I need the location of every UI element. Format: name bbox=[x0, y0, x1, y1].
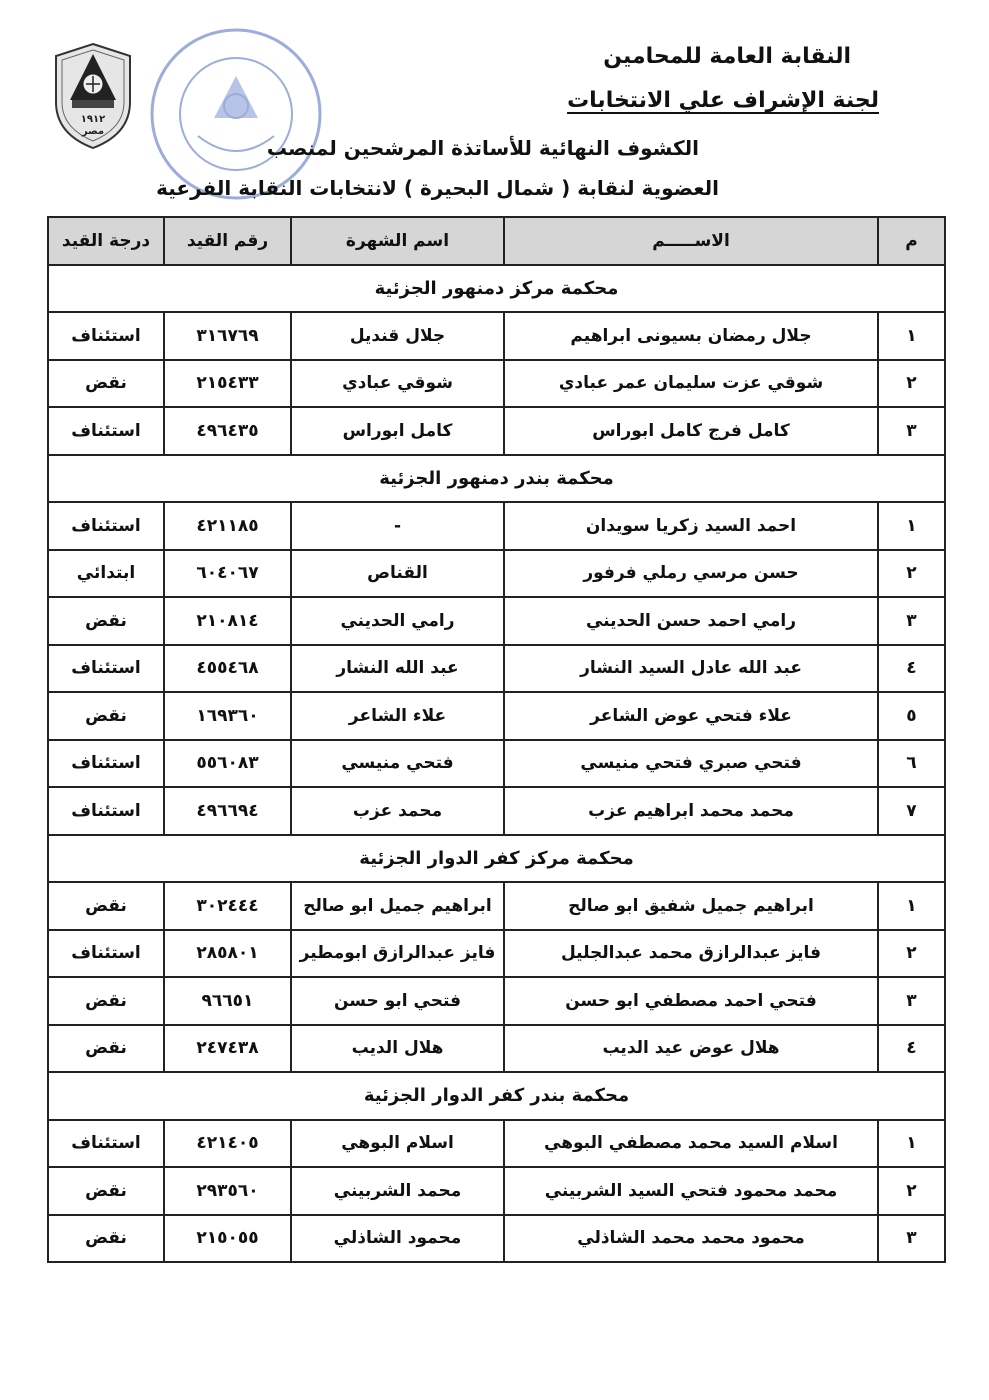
row-number: ١ bbox=[878, 882, 945, 930]
table-row bbox=[48, 1025, 945, 1073]
table-row bbox=[48, 977, 945, 1025]
court-section-title: محكمة بندر دمنهور الجزئية bbox=[48, 455, 945, 503]
candidate-name: محمد محمد ابراهيم عزب bbox=[504, 787, 878, 835]
row-number: ٢ bbox=[878, 930, 945, 978]
organization-title: النقابة العامة للمحامين bbox=[603, 44, 851, 69]
row-number: ٣ bbox=[878, 977, 945, 1025]
table-row bbox=[48, 407, 945, 455]
table-row bbox=[48, 1167, 945, 1215]
row-number: ٢ bbox=[878, 1167, 945, 1215]
registration-degree: ابتدائي bbox=[48, 550, 164, 598]
candidate-name: عبد الله عادل السيد النشار bbox=[504, 645, 878, 693]
nickname: رامي الحديني bbox=[291, 597, 504, 645]
row-number: ٣ bbox=[878, 597, 945, 645]
candidate-name: فايز عبدالرازق محمد عبدالجليل bbox=[504, 930, 878, 978]
table-header-row bbox=[48, 217, 945, 265]
registration-degree: نقض bbox=[48, 597, 164, 645]
candidate-name: فتحي صبري فتحي منيسي bbox=[504, 740, 878, 788]
registration-degree: نقض bbox=[48, 1215, 164, 1263]
court-section-title: محكمة مركز دمنهور الجزئية bbox=[48, 265, 945, 313]
row-number: ١ bbox=[878, 312, 945, 360]
registration-number: ٢١٥٠٥٥ bbox=[164, 1215, 291, 1263]
nickname: فتحي ابو حسن bbox=[291, 977, 504, 1025]
registration-number: ١٦٩٣٦٠ bbox=[164, 692, 291, 740]
registration-number: ٩٦٦٥١ bbox=[164, 977, 291, 1025]
registration-number: ٤٢١٤٠٥ bbox=[164, 1120, 291, 1168]
nickname: كامل ابوراس bbox=[291, 407, 504, 455]
registration-degree: نقض bbox=[48, 882, 164, 930]
row-number: ٤ bbox=[878, 1025, 945, 1073]
candidate-name: احمد السيد زكريا سويدان bbox=[504, 502, 878, 550]
registration-degree: استئناف bbox=[48, 502, 164, 550]
section-row bbox=[48, 455, 945, 503]
row-number: ١ bbox=[878, 502, 945, 550]
registration-degree: استئناف bbox=[48, 930, 164, 978]
table-row bbox=[48, 1120, 945, 1168]
table-row bbox=[48, 360, 945, 408]
col-header-number: م bbox=[878, 217, 945, 265]
candidate-name: هلال عوض عيد الديب bbox=[504, 1025, 878, 1073]
registration-number: ٤٢١١٨٥ bbox=[164, 502, 291, 550]
registration-degree: نقض bbox=[48, 360, 164, 408]
table-row bbox=[48, 550, 945, 598]
table-row bbox=[48, 312, 945, 360]
candidate-name: رامي احمد حسن الحديني bbox=[504, 597, 878, 645]
nickname: محمود الشاذلي bbox=[291, 1215, 504, 1263]
registration-degree: نقض bbox=[48, 1167, 164, 1215]
col-header-nickname: اسم الشهرة bbox=[291, 217, 504, 265]
table-row bbox=[48, 502, 945, 550]
candidate-name: علاء فتحي عوض الشاعر bbox=[504, 692, 878, 740]
candidates-table bbox=[47, 216, 946, 1263]
registration-degree: استئناف bbox=[48, 1120, 164, 1168]
nickname: فتحي منيسي bbox=[291, 740, 504, 788]
nickname: اسلام البوهي bbox=[291, 1120, 504, 1168]
registration-number: ٦٠٤٠٦٧ bbox=[164, 550, 291, 598]
document-subtitle: العضوية لنقابة ( شمال البحيرة ) لانتخابات النقابة الفرعية bbox=[156, 176, 719, 200]
nickname: فايز عبدالرازق ابومطير bbox=[291, 930, 504, 978]
registration-number: ٤٥٥٤٦٨ bbox=[164, 645, 291, 693]
registration-degree: استئناف bbox=[48, 787, 164, 835]
row-number: ٤ bbox=[878, 645, 945, 693]
candidate-name: محمد محمود فتحي السيد الشربيني bbox=[504, 1167, 878, 1215]
registration-degree: نقض bbox=[48, 692, 164, 740]
row-number: ٢ bbox=[878, 550, 945, 598]
nickname: محمد الشربيني bbox=[291, 1167, 504, 1215]
court-section-title: محكمة مركز كفر الدوار الجزئية bbox=[48, 835, 945, 883]
row-number: ٣ bbox=[878, 1215, 945, 1263]
table-row bbox=[48, 1215, 945, 1263]
candidate-name: كامل فرج كامل ابوراس bbox=[504, 407, 878, 455]
table-row bbox=[48, 645, 945, 693]
table-row bbox=[48, 882, 945, 930]
nickname: جلال قنديل bbox=[291, 312, 504, 360]
section-row bbox=[48, 265, 945, 313]
nickname: ابراهيم جميل ابو صالح bbox=[291, 882, 504, 930]
emblem-country: مصر bbox=[81, 126, 105, 137]
nickname: شوقي عبادي bbox=[291, 360, 504, 408]
candidate-name: ابراهيم جميل شفيق ابو صالح bbox=[504, 882, 878, 930]
table-row bbox=[48, 930, 945, 978]
table-row bbox=[48, 597, 945, 645]
candidate-name: جلال رمضان بسيونى ابراهيم bbox=[504, 312, 878, 360]
syndicate-emblem-logo bbox=[52, 42, 134, 154]
committee-title: لجنة الإشراف علي الانتخابات bbox=[567, 88, 879, 113]
table-row bbox=[48, 692, 945, 740]
nickname: - bbox=[291, 502, 504, 550]
row-number: ١ bbox=[878, 1120, 945, 1168]
registration-degree: نقض bbox=[48, 977, 164, 1025]
nickname: علاء الشاعر bbox=[291, 692, 504, 740]
registration-number: ٤٩٦٤٣٥ bbox=[164, 407, 291, 455]
registration-number: ٥٥٦٠٨٣ bbox=[164, 740, 291, 788]
candidate-name: محمود محمد محمد الشاذلي bbox=[504, 1215, 878, 1263]
registration-number: ٢١٥٤٣٣ bbox=[164, 360, 291, 408]
registration-degree: استئناف bbox=[48, 407, 164, 455]
registration-number: ٢٨٥٨٠١ bbox=[164, 930, 291, 978]
registration-degree: استئناف bbox=[48, 740, 164, 788]
registration-degree: نقض bbox=[48, 1025, 164, 1073]
registration-number: ٢٤٧٤٣٨ bbox=[164, 1025, 291, 1073]
row-number: ٣ bbox=[878, 407, 945, 455]
section-row bbox=[48, 1072, 945, 1120]
col-header-registration-number: رقم القيد bbox=[164, 217, 291, 265]
row-number: ٢ bbox=[878, 360, 945, 408]
registration-number: ٣١٦٧٦٩ bbox=[164, 312, 291, 360]
row-number: ٧ bbox=[878, 787, 945, 835]
nickname: القناص bbox=[291, 550, 504, 598]
document-title: الكشوف النهائية للأساتذة المرشحين لمنصب bbox=[266, 136, 699, 160]
registration-number: ٢٩٣٥٦٠ bbox=[164, 1167, 291, 1215]
section-row bbox=[48, 835, 945, 883]
court-section-title: محكمة بندر كفر الدوار الجزئية bbox=[48, 1072, 945, 1120]
registration-number: ٣٠٢٤٤٤ bbox=[164, 882, 291, 930]
registration-degree: استئناف bbox=[48, 645, 164, 693]
candidate-name: فتحي احمد مصطفي ابو حسن bbox=[504, 977, 878, 1025]
registration-degree: استئناف bbox=[48, 312, 164, 360]
candidate-name: حسن مرسي رملي فرفور bbox=[504, 550, 878, 598]
registration-number: ٤٩٦٦٩٤ bbox=[164, 787, 291, 835]
nickname: عبد الله النشار bbox=[291, 645, 504, 693]
col-header-name: الاســـــم bbox=[504, 217, 878, 265]
row-number: ٦ bbox=[878, 740, 945, 788]
candidate-name: شوقي عزت سليمان عمر عبادي bbox=[504, 360, 878, 408]
emblem-year: ١٩١٢ bbox=[80, 114, 106, 125]
table-row bbox=[48, 787, 945, 835]
col-header-registration-degree: درجة القيد bbox=[48, 217, 164, 265]
nickname: هلال الديب bbox=[291, 1025, 504, 1073]
nickname: محمد عزب bbox=[291, 787, 504, 835]
table-row bbox=[48, 740, 945, 788]
registration-number: ٢١٠٨١٤ bbox=[164, 597, 291, 645]
candidate-name: اسلام السيد محمد مصطفي البوهي bbox=[504, 1120, 878, 1168]
row-number: ٥ bbox=[878, 692, 945, 740]
